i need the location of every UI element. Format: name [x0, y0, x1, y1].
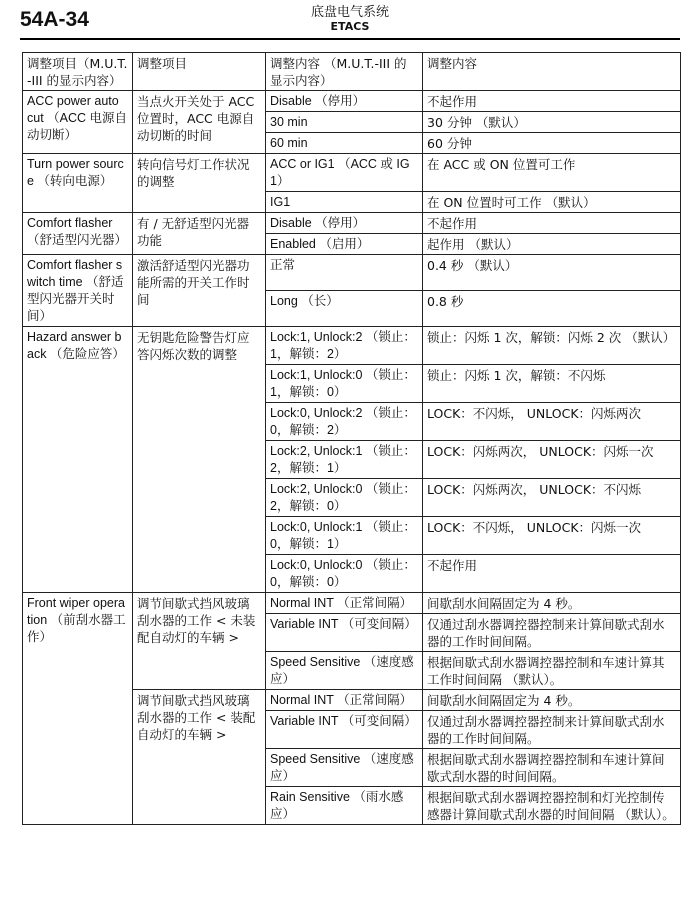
display-content-cell: Lock:2, Unlock:0 （锁止：2，解锁：0） — [266, 479, 423, 517]
display-content-cell: Speed Sensitive （速度感应） — [266, 652, 423, 690]
section-title-main: 底盘电气系统 — [310, 5, 389, 20]
table-row — [23, 327, 681, 365]
adjustment-description-cell: 调节间歇式挡风玻璃刮水器的工作 < 未装配自动灯的车辆 > — [133, 593, 266, 690]
display-content-cell: ACC or IG1 （ACC 或 IG1） — [266, 154, 423, 192]
adjustment-content-cell: 在 ACC 或 ON 位置可工作 — [423, 154, 681, 192]
adjustment-content-cell: 不起作用 — [423, 555, 681, 593]
adjustment-content-cell: 起作用 （默认） — [423, 234, 681, 255]
display-content-cell: Speed Sensitive （速度感应） — [266, 749, 423, 787]
adjustment-content-cell: 不起作用 — [423, 213, 681, 234]
adjustment-description-cell: 当点火开关处于 ACC 位置时，ACC 电源自动切断的时间 — [133, 91, 266, 154]
adjustment-content-cell: LOCK：闪烁两次， UNLOCK：不闪烁 — [423, 479, 681, 517]
column-header: 调整项目 — [133, 53, 266, 91]
adjustment-content-cell: 60 分钟 — [423, 133, 681, 154]
display-content-cell: Normal INT （正常间隔） — [266, 593, 423, 614]
header-rule — [20, 38, 680, 40]
column-header: 调整内容 （M.U.T.-III 的显示内容） — [266, 53, 423, 91]
display-content-cell: Disable （停用） — [266, 91, 423, 112]
display-content-cell: Variable INT （可变间隔） — [266, 711, 423, 749]
adjustment-item-cell: Front wiper operation （前刮水器工作） — [23, 593, 133, 825]
adjustment-description-cell: 转向信号灯工作状况的调整 — [133, 154, 266, 213]
display-content-cell: Lock:0, Unlock:1 （锁止：0，解锁：1） — [266, 517, 423, 555]
display-content-cell: Normal INT （正常间隔） — [266, 690, 423, 711]
adjustment-item-cell: ACC power auto cut （ACC 电源自动切断） — [23, 91, 133, 154]
page-header — [0, 0, 700, 40]
display-content-cell: Disable （停用） — [266, 213, 423, 234]
adjustment-content-cell: 根据间歇式刮水器调控器控制和车速计算间歇式刮水器的时间间隔。 — [423, 749, 681, 787]
display-content-cell: Lock:2, Unlock:1 （锁止：2，解锁：1） — [266, 441, 423, 479]
adjustment-description-cell: 有 / 无舒适型闪光器功能 — [133, 213, 266, 255]
display-content-cell: Lock:0, Unlock:0 （锁止：0，解锁：0） — [266, 555, 423, 593]
adjustment-content-cell: 锁止：闪烁 1 次，解锁：不闪烁 — [423, 365, 681, 403]
display-content-cell: Rain Sensitive （雨水感应） — [266, 787, 423, 825]
adjustment-content-cell: 0.8 秒 — [423, 291, 681, 327]
display-content-cell: Lock:0, Unlock:2 （锁止：0，解锁：2） — [266, 403, 423, 441]
display-content-cell: 30 min — [266, 112, 423, 133]
table-row — [23, 213, 681, 234]
adjustment-content-cell: 锁止：闪烁 1 次，解锁：闪烁 2 次 （默认） — [423, 327, 681, 365]
adjustment-description-cell: 调节间歇式挡风玻璃刮水器的工作 < 装配自动灯的车辆 > — [133, 690, 266, 825]
display-content-cell: 60 min — [266, 133, 423, 154]
table-row — [23, 91, 681, 112]
adjustment-description-cell: 无钥匙危险警告灯应答闪烁次数的调整 — [133, 327, 266, 593]
page-number: 54A-34 — [20, 8, 89, 31]
column-header: 调整内容 — [423, 53, 681, 91]
adjustment-description-cell: 激活舒适型闪光器功能所需的开关工作时间 — [133, 255, 266, 327]
adjustment-content-cell: 仅通过刮水器调控器控制来计算间歇式刮水器的工作时间间隔。 — [423, 614, 681, 652]
table-header-row — [23, 53, 681, 91]
adjustment-table-body — [23, 53, 681, 825]
adjustment-content-cell: LOCK：不闪烁， UNLOCK：闪烁一次 — [423, 517, 681, 555]
adjustment-content-cell: 根据间歇式刮水器调控器控制和灯光控制传感器计算间歇式刮水器的时间间隔 （默认）。 — [423, 787, 681, 825]
table-row — [23, 255, 681, 291]
display-content-cell: Lock:1, Unlock:0 （锁止：1，解锁：0） — [266, 365, 423, 403]
adjustment-table — [22, 52, 681, 825]
display-content-cell: Long （长） — [266, 291, 423, 327]
display-content-cell: IG1 — [266, 192, 423, 213]
adjustment-content-cell: 仅通过刮水器调控器控制来计算间歇式刮水器的工作时间间隔。 — [423, 711, 681, 749]
table-row — [23, 593, 681, 614]
adjustment-content-cell: 根据间歇式刮水器调控器控制和车速计算其工作时间间隔 （默认）。 — [423, 652, 681, 690]
adjustment-item-cell: Hazard answer back （危险应答） — [23, 327, 133, 593]
adjustment-content-cell: 不起作用 — [423, 91, 681, 112]
adjustment-content-cell: 在 ON 位置时可工作 （默认） — [423, 192, 681, 213]
adjustment-content-cell: 间歇刮水间隔固定为 4 秒。 — [423, 593, 681, 614]
adjustment-item-cell: Turn power source （转向电源） — [23, 154, 133, 213]
column-header: 调整项目（M.U.T.-III 的显示内容） — [23, 53, 133, 91]
adjustment-content-cell: 间歇刮水间隔固定为 4 秒。 — [423, 690, 681, 711]
adjustment-item-cell: Comfort flasher switch time （舒适型闪光器开关时间） — [23, 255, 133, 327]
section-subtitle: ETACS — [330, 20, 370, 33]
table-row — [23, 154, 681, 192]
adjustment-item-cell: Comfort flasher （舒适型闪光器） — [23, 213, 133, 255]
adjustment-content-cell: 30 分钟 （默认） — [423, 112, 681, 133]
display-content-cell: Lock:1, Unlock:2 （锁止：1，解锁：2） — [266, 327, 423, 365]
display-content-cell: Enabled （启用） — [266, 234, 423, 255]
display-content-cell: 正常 — [266, 255, 423, 291]
display-content-cell: Variable INT （可变间隔） — [266, 614, 423, 652]
adjustment-content-cell: LOCK：闪烁两次， UNLOCK：闪烁一次 — [423, 441, 681, 479]
adjustment-content-cell: 0.4 秒 （默认） — [423, 255, 681, 291]
adjustment-content-cell: LOCK：不闪烁， UNLOCK：闪烁两次 — [423, 403, 681, 441]
section-title — [250, 6, 450, 34]
